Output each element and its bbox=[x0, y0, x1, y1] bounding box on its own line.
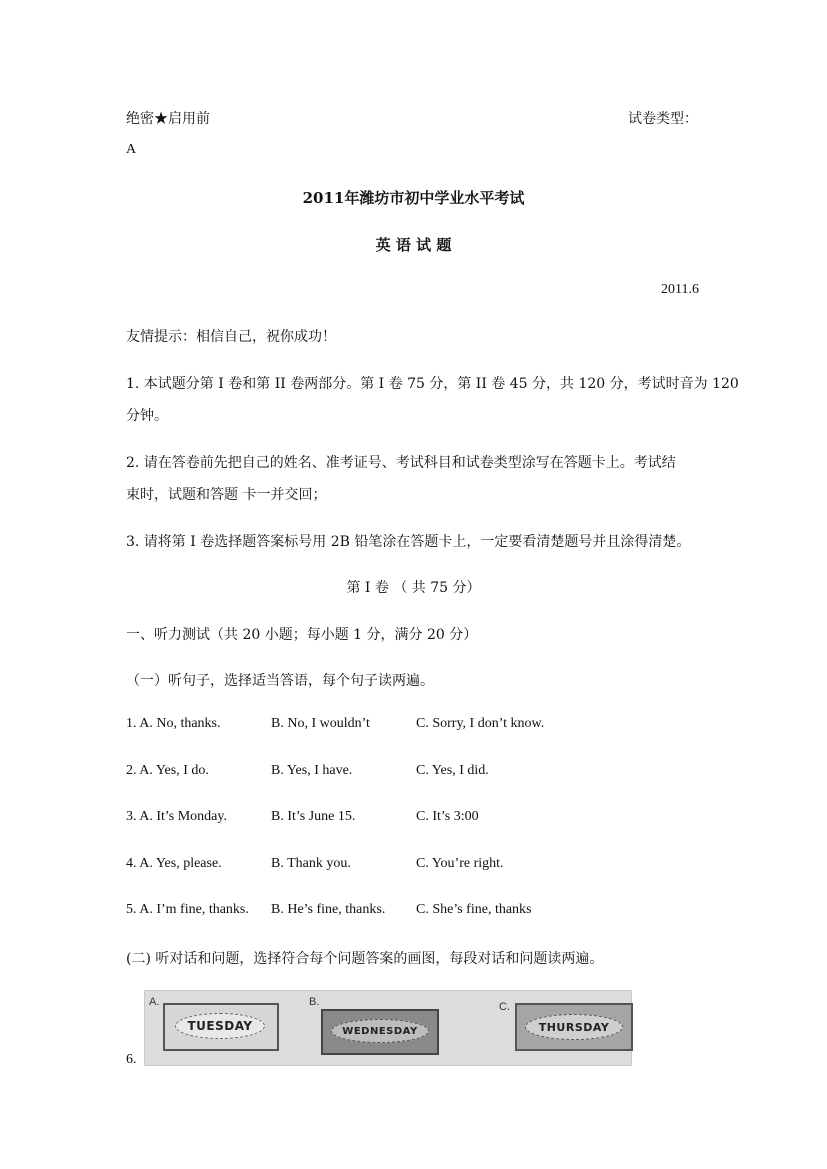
q6-card-b bbox=[321, 1009, 439, 1055]
exam-date: 2011.6 bbox=[661, 282, 699, 297]
exam-subtitle: 英 语 试 题 bbox=[375, 236, 452, 254]
q1-option-c: C. Sorry, I don’t know. bbox=[416, 716, 545, 731]
q4-option-c: C. You’re right. bbox=[416, 856, 504, 871]
q5-option-a: 5. A. I’m fine, thanks. bbox=[126, 902, 249, 917]
q3-option-a: 3. A. It’s Monday. bbox=[126, 809, 227, 824]
q4-option-a: 4. A. Yes, please. bbox=[126, 856, 222, 871]
note-2-line-2: 束时，试题和答题 卡一并交回； bbox=[126, 487, 327, 503]
q6-label-c: C. bbox=[499, 1001, 510, 1013]
q2-option-b: B. Yes, I have. bbox=[271, 763, 353, 778]
q6-card-c bbox=[515, 1003, 633, 1051]
q2-option-c: C. Yes, I did. bbox=[416, 763, 489, 778]
q6-label-a: A. bbox=[149, 996, 160, 1008]
part-1-heading: 第 I 卷 （ 共 75 分） bbox=[346, 580, 481, 596]
q1-option-b: B. No, I wouldn’t bbox=[271, 716, 370, 731]
note-1-line-2: 分钟。 bbox=[126, 408, 168, 424]
q6-picture-strip bbox=[144, 990, 632, 1066]
q1-option-a: 1. A. No, thanks. bbox=[126, 716, 221, 731]
note-2-line-1: 2. 请在答卷前先把自己的姓名、准考证号、考试科目和试卷类型涂写在答题卡上。考试结 bbox=[126, 455, 676, 471]
q6-label-b: B. bbox=[309, 996, 320, 1008]
q3-option-c: C. It’s 3:00 bbox=[416, 809, 479, 824]
q5-option-b: B. He’s fine, thanks. bbox=[271, 902, 386, 917]
exam-title: 2011年潍坊市初中学业水平考试 bbox=[302, 189, 525, 207]
q6-card-a bbox=[163, 1003, 279, 1051]
subsection-1-heading: （一）听句子，选择适当答语，每个句子读两遍。 bbox=[126, 673, 434, 689]
tip-text: 友情提示：相信自己，祝你成功！ bbox=[126, 329, 336, 345]
q2-option-a: 2. A. Yes, I do. bbox=[126, 763, 209, 778]
note-1-line-1: 1. 本试题分第 I 卷和第 II 卷两部分。第 I 卷 75 分，第 II 卷 45 分，共 120 分，考试时音为 120 bbox=[126, 376, 739, 392]
paper-type-label: 试卷类型： bbox=[628, 111, 698, 127]
note-3: 3. 请将第 I 卷选择题答案标号用 2B 铅笔涂在答题卡上，一定要看清楚题号并且涂得清楚。 bbox=[126, 534, 691, 550]
q6-card-b-text: WEDNESDAY bbox=[331, 1019, 429, 1043]
q6-card-c-text: THURSDAY bbox=[525, 1014, 623, 1040]
subsection-2-heading: (二) 听对话和问题，选择符合每个问题答案的画图，每段对话和问题读两遍。 bbox=[126, 951, 604, 967]
q5-option-c: C. She’s fine, thanks bbox=[416, 902, 532, 917]
section-1-heading: 一、听力测试（共 20 小题；每小题 1 分，满分 20 分） bbox=[126, 627, 478, 643]
confidential-label: 绝密★启用前 bbox=[126, 111, 210, 127]
q4-option-b: B. Thank you. bbox=[271, 856, 351, 871]
q6-card-a-text: TUESDAY bbox=[175, 1013, 265, 1039]
q3-option-b: B. It’s June 15. bbox=[271, 809, 356, 824]
paper-type-value: A bbox=[126, 142, 137, 157]
q6-number: 6. bbox=[126, 1052, 137, 1067]
